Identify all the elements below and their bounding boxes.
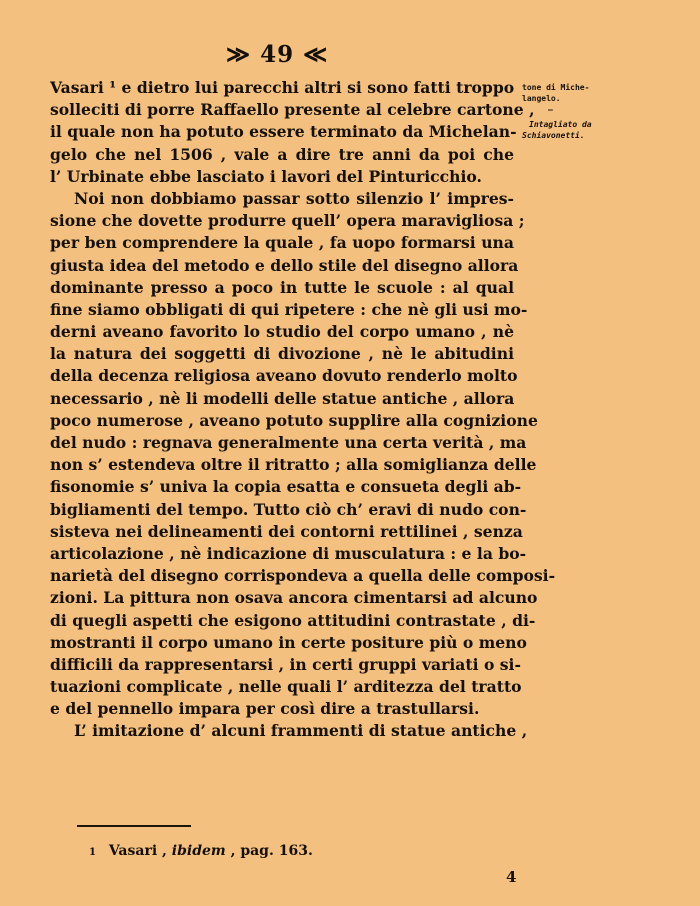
footnote-separator — [77, 825, 191, 827]
text-line: per ben comprendere la quale , fa uopo formarsi una — [50, 233, 514, 253]
text-line: difficili da rappresentarsi , in certi gruppi variati o si- — [50, 654, 521, 674]
text-line: sisteva nei delineamenti dei contorni rettilinei , senza — [50, 521, 523, 541]
footnote-marker: 1 — [89, 847, 96, 858]
text-line: articolazione , nè indicazione di musculatura : e la bo- — [50, 543, 527, 563]
text-line: del nudo : regnava generalmente una certa verità , ma — [50, 433, 527, 452]
text-line: il quale non ha potuto essere terminato da Michelan- — [50, 122, 517, 142]
text-line: di quegli aspetti che esigono attitudini contrastate , di- — [50, 610, 536, 630]
text-line: fisonomie s’ univa la copia esatta e consueta degli ab- — [50, 477, 522, 497]
page-number: ≫ 49 ≪ — [226, 41, 329, 68]
text-line: Vasari ¹ e dietro lui parecchi altri si sono fatti troppo — [50, 78, 515, 97]
text-line: necessario , nè li modelli delle statue antiche , allora — [50, 388, 515, 408]
text-line: solleciti di porre Raffaello presente al celebre cartone , — [50, 100, 535, 120]
text-line: poco numerose , aveano potuto supplire alla cognizione — [50, 410, 538, 430]
text-line: non s’ estendeva oltre il ritratto ; alla somiglianza delle — [50, 455, 537, 475]
margin-note-line: tone di Miche- — [522, 83, 590, 92]
text-line: della decenza religiosa aveano dovuto renderlo molto — [50, 366, 518, 386]
text-line: sione che dovette produrre quell’ opera maravigliosa ; — [50, 211, 525, 231]
footnote-page-ref: , pag. 163. — [230, 843, 313, 859]
text-line: narietà del disegno corrispondeva a quella delle composi- — [50, 566, 556, 586]
text-line: gelo che nel 1506 , vale a dire tre anni da poi che — [50, 144, 514, 164]
text-line: bigliamenti del tempo. Tutto ciò ch’ eravi di nudo con- — [50, 499, 527, 519]
text-line: dominante presso a poco in tutte le scuole : al qual — [50, 277, 514, 297]
text-line: mostranti il corpo umano in certe positure più o meno — [50, 632, 527, 652]
footnote — [89, 842, 313, 862]
margin-note-line: langelo. — [522, 94, 561, 103]
text-line: giusta idea del metodo e dello stile del disegno allora — [50, 255, 519, 275]
text-line: derni aveano favorito lo studio del corpo umano , nè — [50, 322, 514, 342]
text-line: fine siamo obbligati di qui ripetere : che nè gli usi mo- — [50, 299, 528, 319]
margin-note-dash: — — [548, 105, 553, 114]
text-line: tuazioni complicate , nelle quali l’ arditezza del tratto — [50, 677, 522, 697]
text-line: l’ Urbinate ebbe lasciato i lavori del Pinturicchio. — [50, 166, 482, 186]
text-line: e del pennello impara per così dire a trastullarsi. — [50, 699, 480, 719]
text-line: zioni. La pittura non osava ancora cimentarsi ad alcuno — [50, 588, 538, 608]
text-line: Noi non dobbiamo passar sotto silenzio l’ impres- — [74, 188, 514, 208]
signature-mark: 4 — [506, 868, 517, 886]
text-line: la natura dei soggetti di divozione , nè le abitudini — [50, 344, 514, 364]
footnote-author: Vasari , — [108, 843, 167, 859]
margin-note-engraver-label: Intagliato da — [529, 120, 592, 129]
margin-notes — [522, 82, 612, 141]
margin-note-engraver-name: Schiavonetti. — [522, 131, 585, 140]
text-line: L’ imitazione d’ alcuni frammenti di statue antiche , — [74, 721, 528, 741]
footnote-ibidem: ibidem — [171, 843, 226, 859]
